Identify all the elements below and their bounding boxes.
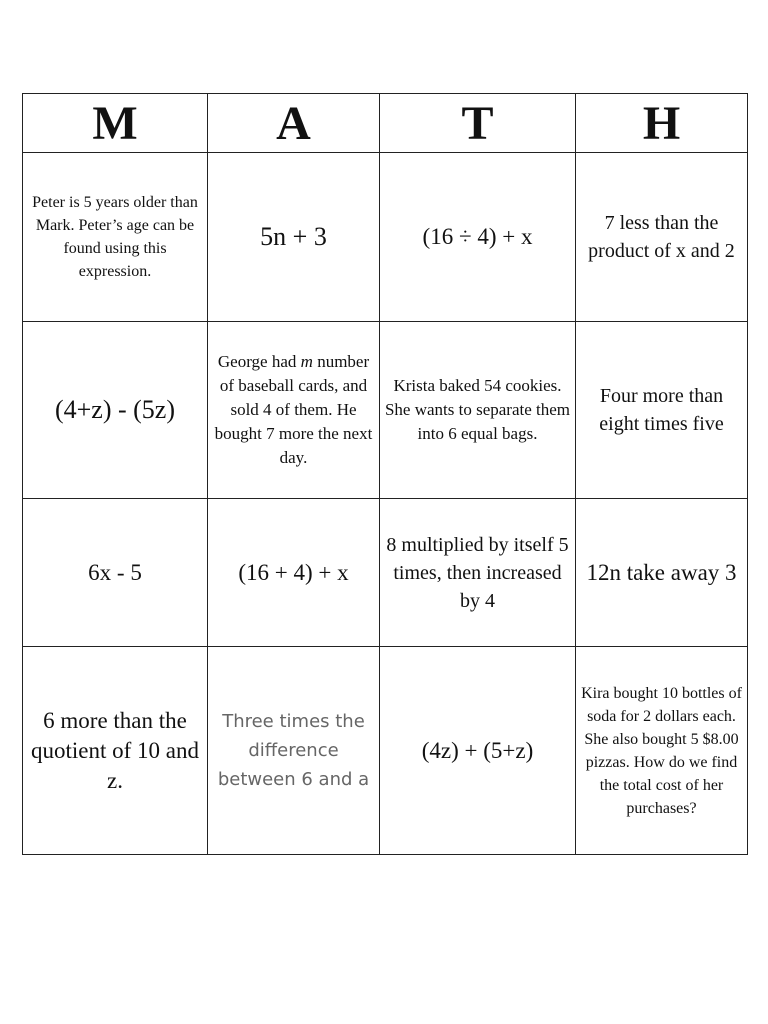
header-letter-m: M: [23, 94, 208, 153]
board-cell: [208, 153, 380, 322]
board-row: [23, 153, 748, 322]
cell-text: Krista baked 54 cookies. She wants to separate them into 6 equal bags.: [384, 376, 571, 443]
cell-text: Kira bought 10 bottles of soda for 2 dollars each. She also bought 5 $8.00 pizzas. How do we find the total cost of her purchases?: [581, 684, 742, 817]
board-cell: [208, 499, 380, 647]
board-cell: [23, 499, 208, 647]
math-bingo-board: [22, 93, 748, 855]
header-row: [23, 94, 748, 153]
cell-text: 6x - 5: [88, 559, 142, 585]
board-cell: [23, 647, 208, 855]
cell-text: 6 more than the quotient of 10 and z.: [31, 707, 199, 793]
board-cell: [380, 153, 576, 322]
cell-text: 5n + 3: [260, 222, 327, 251]
board-cell: [23, 153, 208, 322]
cell-text: (16 ÷ 4) + x: [422, 224, 533, 249]
board-cell: [576, 153, 748, 322]
board-cell: [380, 647, 576, 855]
board-cell: [576, 647, 748, 855]
cell-text: 7 less than the product of x and 2: [588, 212, 735, 262]
cell-text: (4z) + (5+z): [421, 737, 534, 763]
header-letter-h: H: [576, 94, 748, 153]
header-letter-t: T: [380, 94, 576, 153]
board-cell: [380, 322, 576, 499]
board-row: [23, 322, 748, 499]
board-cell: [23, 322, 208, 499]
header-letter-a: A: [208, 94, 380, 153]
cell-text: (16 + 4) + x: [238, 559, 349, 585]
cell-text: Four more than eight times five: [599, 385, 724, 435]
board-cell: [576, 322, 748, 499]
board-cell: [576, 499, 748, 647]
cell-text: 8 multiplied by itself 5 times, then increased by 4: [386, 533, 569, 612]
cell-text: George had m number of baseball cards, and sold 4 of them. He bought 7 more the next day.: [214, 352, 373, 467]
board-cell: [380, 499, 576, 647]
variable-m: m: [300, 352, 313, 371]
cell-text: 12n take away 3: [586, 559, 737, 585]
board-cell: [208, 322, 380, 499]
board-row: [23, 499, 748, 647]
cell-text: Peter is 5 years older than Mark. Peter’s age can be found using this expression.: [32, 194, 198, 280]
cell-text: (4+z) - (5z): [54, 395, 176, 424]
board-row: [23, 647, 748, 855]
board-cell: [208, 647, 380, 855]
cell-text: Three times the difference between 6 and a: [217, 711, 370, 790]
